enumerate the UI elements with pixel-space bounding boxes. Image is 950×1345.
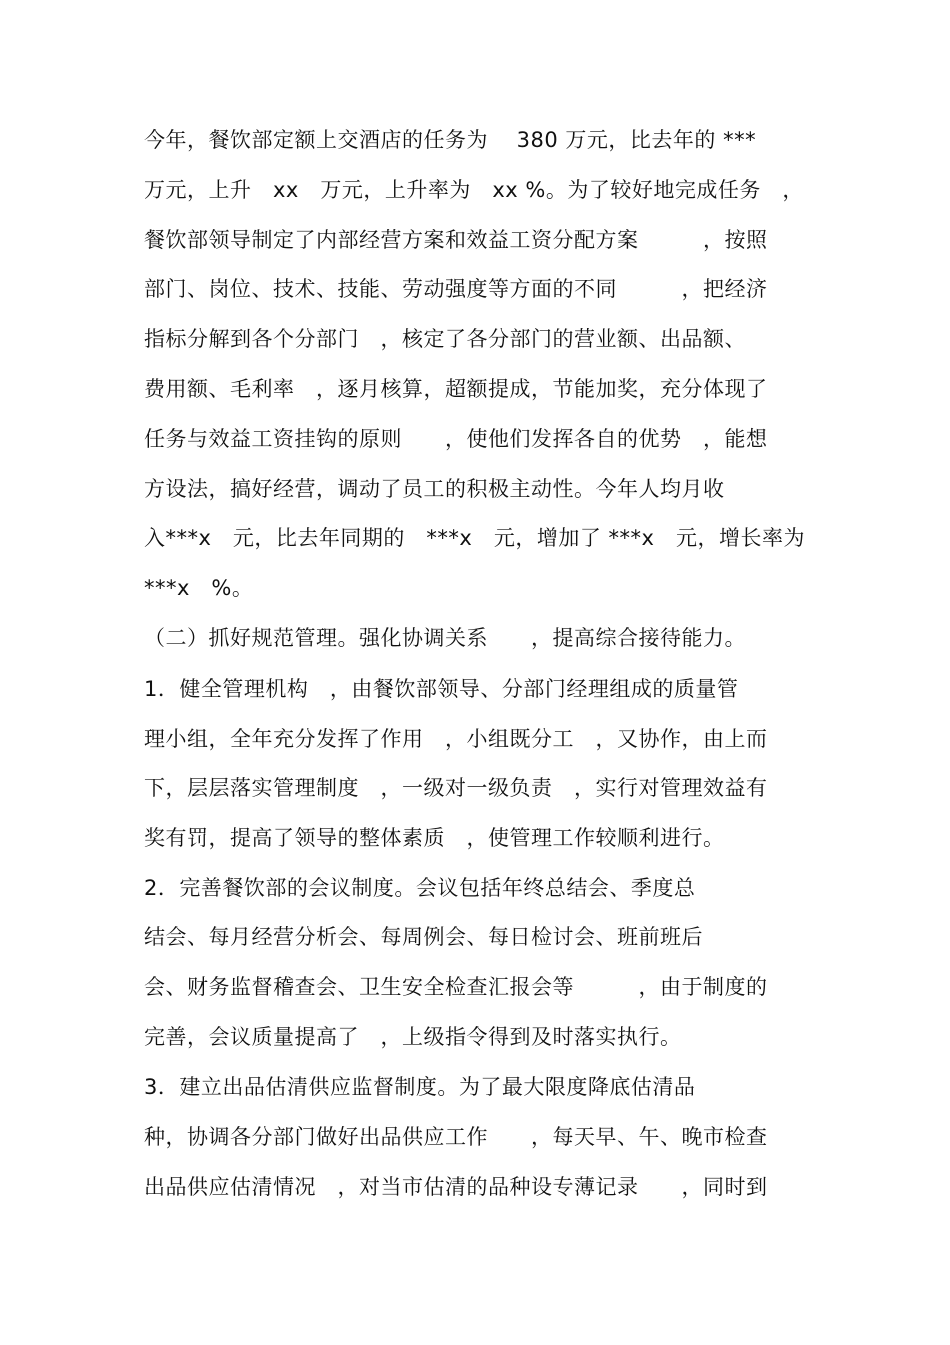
text-line: 入***x 元，比去年同期的 ***x 元，增加了 ***x 元，增长率为 [144, 526, 805, 550]
text-line: 指标分解到各个分部门 ，核定了各分部门的营业额、出品额、 [144, 327, 746, 351]
text-line: 会、财务监督稽查会、卫生安全检查汇报会等 ，由于制度的 [144, 975, 768, 999]
text-line: 餐饮部领导制定了内部经营方案和效益工资分配方案 ，按照 [144, 228, 768, 252]
text-line: 方设法，搞好经营，调动了员工的积极主动性。今年人均月收 [144, 477, 725, 501]
text-line: 出品供应估清情况 ，对当市估清的品种设专薄记录 ，同时到 [144, 1175, 768, 1199]
text-line: ***x %。 [144, 576, 254, 600]
text-line: 部门、岗位、技术、技能、劳动强度等方面的不同 ，把经济 [144, 277, 768, 301]
text-line: 任务与效益工资挂钩的原则 ，使他们发挥各自的优势 ，能想 [144, 427, 768, 451]
text-line: 下，层层落实管理制度 ，一级对一级负责 ，实行对管理效益有 [144, 776, 768, 800]
text-line: 完善，会议质量提高了 ，上级指令得到及时落实执行。 [144, 1025, 682, 1049]
text-line: 2．完善餐饮部的会议制度。会议包括年终总结会、季度总 [144, 876, 696, 900]
text-line: 3．建立出品估清供应监督制度。为了最大限度降底估清品 [144, 1075, 696, 1099]
text-line: 今年，餐饮部定额上交酒店的任务为 380 万元，比去年的 *** [144, 128, 757, 152]
section-heading: （二）抓好规范管理。强化协调关系 ，提高综合接待能力。 [144, 626, 746, 650]
text-line: 种，协调各分部门做好出品供应工作 ，每天早、午、晚市检查 [144, 1125, 768, 1149]
text-line: 结会、每月经营分析会、每周例会、每日检讨会、班前班后 [144, 925, 703, 949]
text-line: 万元，上升 xx 万元，上升率为 xx %。为了较好地完成任务 ， [144, 178, 804, 202]
text-line: 理小组，全年充分发挥了作用 ，小组既分工 ，又协作，由上而 [144, 727, 768, 751]
text-line: 1．健全管理机构 ，由餐饮部领导、分部门经理组成的质量管 [144, 677, 739, 701]
text-line: 费用额、毛利率 ，逐月核算，超额提成，节能加奖，充分体现了 [144, 377, 768, 401]
text-line: 奖有罚，提高了领导的整体素质 ，使管理工作较顺利进行。 [144, 826, 725, 850]
